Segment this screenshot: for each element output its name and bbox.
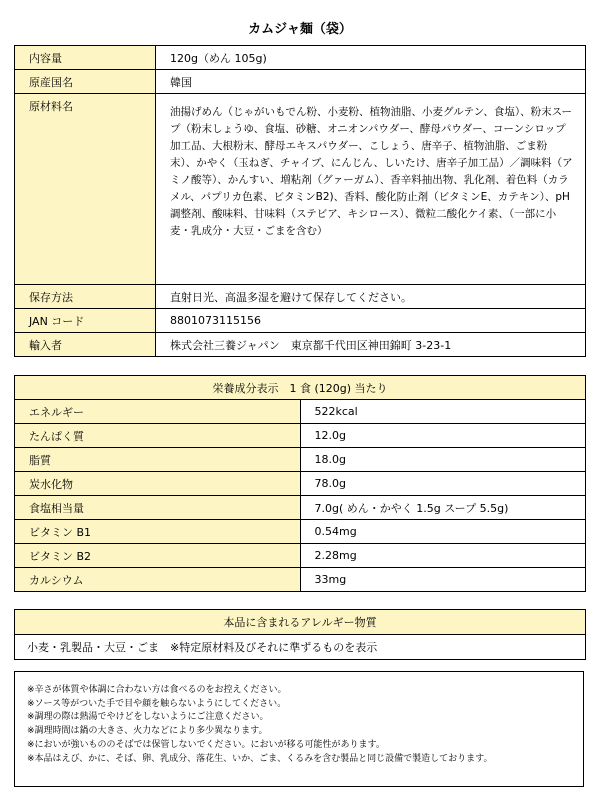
allergy-table bbox=[14, 609, 586, 660]
storage-value: 直射日光、高温多湿を避けて保存してください。 bbox=[156, 285, 586, 309]
table-row bbox=[15, 568, 586, 592]
caution-note: ※ソース等がついた手で目や顔を触らないようにしてください。 bbox=[27, 698, 287, 709]
origin-label: 原産国名 bbox=[15, 70, 156, 94]
origin-value: 韓国 bbox=[156, 70, 586, 94]
table-row bbox=[15, 333, 586, 357]
allergy-value: 小麦・乳製品・大豆・ごま ※特定原材料及びそれに準ずるものを表示 bbox=[15, 635, 586, 660]
content-amount-value: 120g（めん 105g) bbox=[156, 46, 586, 70]
calcium-label: カルシウム bbox=[15, 568, 301, 592]
ingredients-label: 原材料名 bbox=[15, 94, 156, 285]
table-row bbox=[15, 309, 586, 333]
vitamin-b2-value: 2.28mg bbox=[300, 544, 586, 568]
table-row bbox=[15, 400, 586, 424]
table-row bbox=[15, 520, 586, 544]
caution-note: ※においが強いもののそばでは保管しないでください。においが移る可能性があります。 bbox=[27, 739, 385, 750]
ingredients-value: 油揚げめん（じゃがいもでん粉、小麦粉、植物油脂、小麦グルテン、食塩）、粉末スープ（粉末しょうゆ、食塩、砂糖、オニオンパウダー、酵母パウダー、コーンシロップ加工品、大根粉末、酵母エキスパウダー、こしょう、唐辛子、植物油脂、ごま粉末）、かやく（玉ねぎ、チャイブ、にんじん、しいたけ、唐辛子加工品）／調味料（アミノ酸等）、かんすい、増粘剤（グァーガム）、香辛料抽出物、乳化剤、着色料（カラメル、パプリカ色素、ビタミンB2)、香料、酸化防止剤（ビタミンE、カテキン）、pH調整剤、酸味料、甘味料（ステビア、キシロース）、微粒二酸化ケイ素、（一部に小麦・乳成分・大豆・ごまを含む） bbox=[156, 94, 586, 285]
protein-value: 12.0g bbox=[300, 424, 586, 448]
caution-note: ※辛さが体質や体調に合わない方は食べるのをお控えください。 bbox=[27, 685, 287, 695]
jan-code-value: 8801073115156 bbox=[156, 309, 586, 333]
vitamin-b1-label: ビタミン B1 bbox=[15, 520, 301, 544]
importer-value: 株式会社三養ジャパン 東京都千代田区神田錦町 3-23-1 bbox=[156, 333, 586, 357]
table-row bbox=[15, 285, 586, 309]
storage-label: 保存方法 bbox=[15, 285, 156, 309]
content-amount-label: 内容量 bbox=[15, 46, 156, 70]
caution-note: ※調理の際は熱湯でやけどをしないようにご注意ください。 bbox=[27, 712, 269, 723]
table-row bbox=[15, 448, 586, 472]
table-row bbox=[15, 496, 586, 520]
page-title: カムジャ麺（袋） bbox=[248, 22, 352, 37]
table-row bbox=[15, 424, 586, 448]
energy-label: エネルギー bbox=[15, 400, 301, 424]
fat-label: 脂質 bbox=[15, 448, 301, 472]
table-row bbox=[15, 94, 586, 285]
table-row bbox=[15, 376, 586, 400]
calcium-value: 33mg bbox=[300, 568, 586, 592]
caution-notes bbox=[14, 671, 584, 787]
caution-note: ※本品はえび、かに、そば、卵、乳成分、落花生、いか、ごま、くるみを含む製品と同じ設備で製造しております。 bbox=[27, 753, 493, 764]
table-row bbox=[15, 610, 586, 635]
protein-label: たんぱく質 bbox=[15, 424, 301, 448]
table-row bbox=[15, 472, 586, 496]
fat-value: 18.0g bbox=[300, 448, 586, 472]
importer-label: 輸入者 bbox=[15, 333, 156, 357]
jan-code-label: JAN コード bbox=[15, 309, 156, 333]
salt-value: 7.0g( めん・かやく 1.5g スープ 5.5g) bbox=[300, 496, 586, 520]
allergy-header: 本品に含まれるアレルギー物質 bbox=[15, 610, 586, 635]
carbohydrate-label: 炭水化物 bbox=[15, 472, 301, 496]
carbohydrate-value: 78.0g bbox=[300, 472, 586, 496]
salt-label: 食塩相当量 bbox=[15, 496, 301, 520]
table-row bbox=[15, 46, 586, 70]
nutrition-header: 栄養成分表示 1 食 (120g) 当たり bbox=[15, 376, 586, 400]
energy-value: 522kcal bbox=[300, 400, 586, 424]
table-row bbox=[15, 544, 586, 568]
nutrition-table bbox=[14, 375, 586, 592]
vitamin-b2-label: ビタミン B2 bbox=[15, 544, 301, 568]
table-row bbox=[15, 70, 586, 94]
vitamin-b1-value: 0.54mg bbox=[300, 520, 586, 544]
table-row bbox=[15, 635, 586, 660]
caution-note: ※調理時間は鍋の大きさ、火力などにより多少異なります。 bbox=[27, 726, 268, 737]
product-info-table bbox=[14, 45, 586, 357]
